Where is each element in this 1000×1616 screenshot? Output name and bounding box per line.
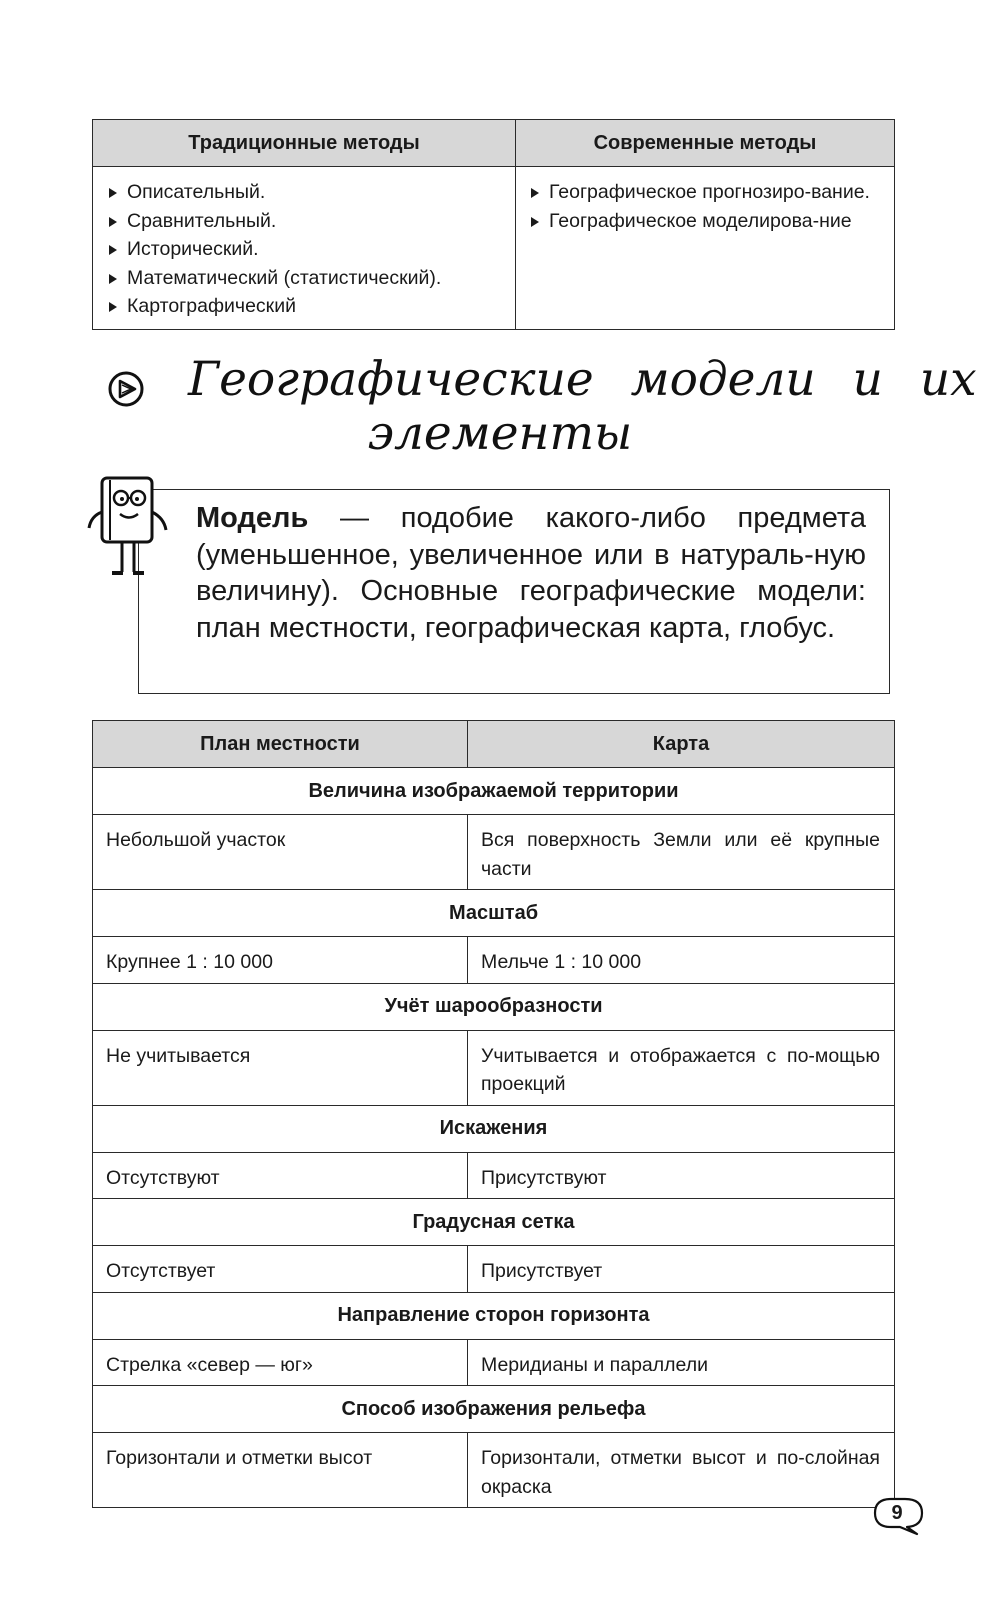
plan-cell: Крупнее 1 : 10 000 [93, 937, 468, 984]
section-heading-line2: элементы [367, 406, 633, 461]
page-number: 9 [891, 1502, 903, 1524]
list-item: Географическое моделирова-ние [529, 207, 882, 236]
plan-cell: Не учитывается [93, 1030, 468, 1105]
book-mascot-icon [86, 476, 172, 596]
table-row [93, 815, 895, 890]
section-row-title: Направление сторон горизонта [93, 1292, 895, 1339]
map-cell: Вся поверхность Земли или её крупные части [468, 815, 895, 890]
section-row-title: Способ изображения рельефа [93, 1386, 895, 1433]
methods-table [92, 119, 895, 330]
compare-header-plan: План местности [93, 721, 468, 768]
map-cell: Учитывается и отображается с по-мощью проекций [468, 1030, 895, 1105]
play-icon [107, 370, 145, 408]
section-row-title: Искажения [93, 1105, 895, 1152]
definition-text [196, 500, 866, 646]
table-row [93, 1433, 895, 1508]
map-cell: Меридианы и параллели [468, 1339, 895, 1386]
map-cell: Присутствует [468, 1246, 895, 1293]
plan-cell: Отсутствует [93, 1246, 468, 1293]
section-row-title: Величина изображаемой территории [93, 768, 895, 815]
section-row-title: Градусная сетка [93, 1199, 895, 1246]
table-row [93, 1339, 895, 1386]
section-row-title: Масштаб [93, 890, 895, 937]
modern-methods-cell [516, 167, 895, 330]
map-cell: Присутствуют [468, 1152, 895, 1199]
methods-header-traditional: Традиционные методы [93, 120, 516, 167]
plan-cell: Отсутствуют [93, 1152, 468, 1199]
map-cell: Мельче 1 : 10 000 [468, 937, 895, 984]
compare-header-map: Карта [468, 721, 895, 768]
list-item: Описательный. [107, 178, 503, 207]
plan-cell: Небольшой участок [93, 815, 468, 890]
list-item: Географическое прогнозиро-вание. [529, 178, 882, 207]
table-row [93, 1030, 895, 1105]
traditional-methods-cell [93, 167, 516, 330]
list-item: Картографический [107, 292, 503, 321]
list-item: Математический (статистический). [107, 264, 503, 293]
definition-term: Модель [196, 502, 309, 534]
table-row [93, 1246, 895, 1293]
list-item: Сравнительный. [107, 207, 503, 236]
methods-header-modern: Современные методы [516, 120, 895, 167]
map-cell: Горизонтали, отметки высот и по-слойная окраска [468, 1433, 895, 1508]
table-row [93, 937, 895, 984]
section-heading-line1 [188, 352, 977, 407]
definition-body: — подобие какого-либо предмета (уменьшенное, увеличенное или в натураль-ную величину). Основные географические модели: план местности, географическая карта, глобус. [196, 502, 866, 644]
plan-cell: Стрелка «север — юг» [93, 1339, 468, 1386]
comparison-table [92, 720, 895, 1508]
plan-cell: Горизонтали и отметки высот [93, 1433, 468, 1508]
table-row [93, 1152, 895, 1199]
section-heading-text: Географические модели и их [188, 352, 977, 407]
list-item: Исторический. [107, 235, 503, 264]
section-row-title: Учёт шарообразности [93, 983, 895, 1030]
